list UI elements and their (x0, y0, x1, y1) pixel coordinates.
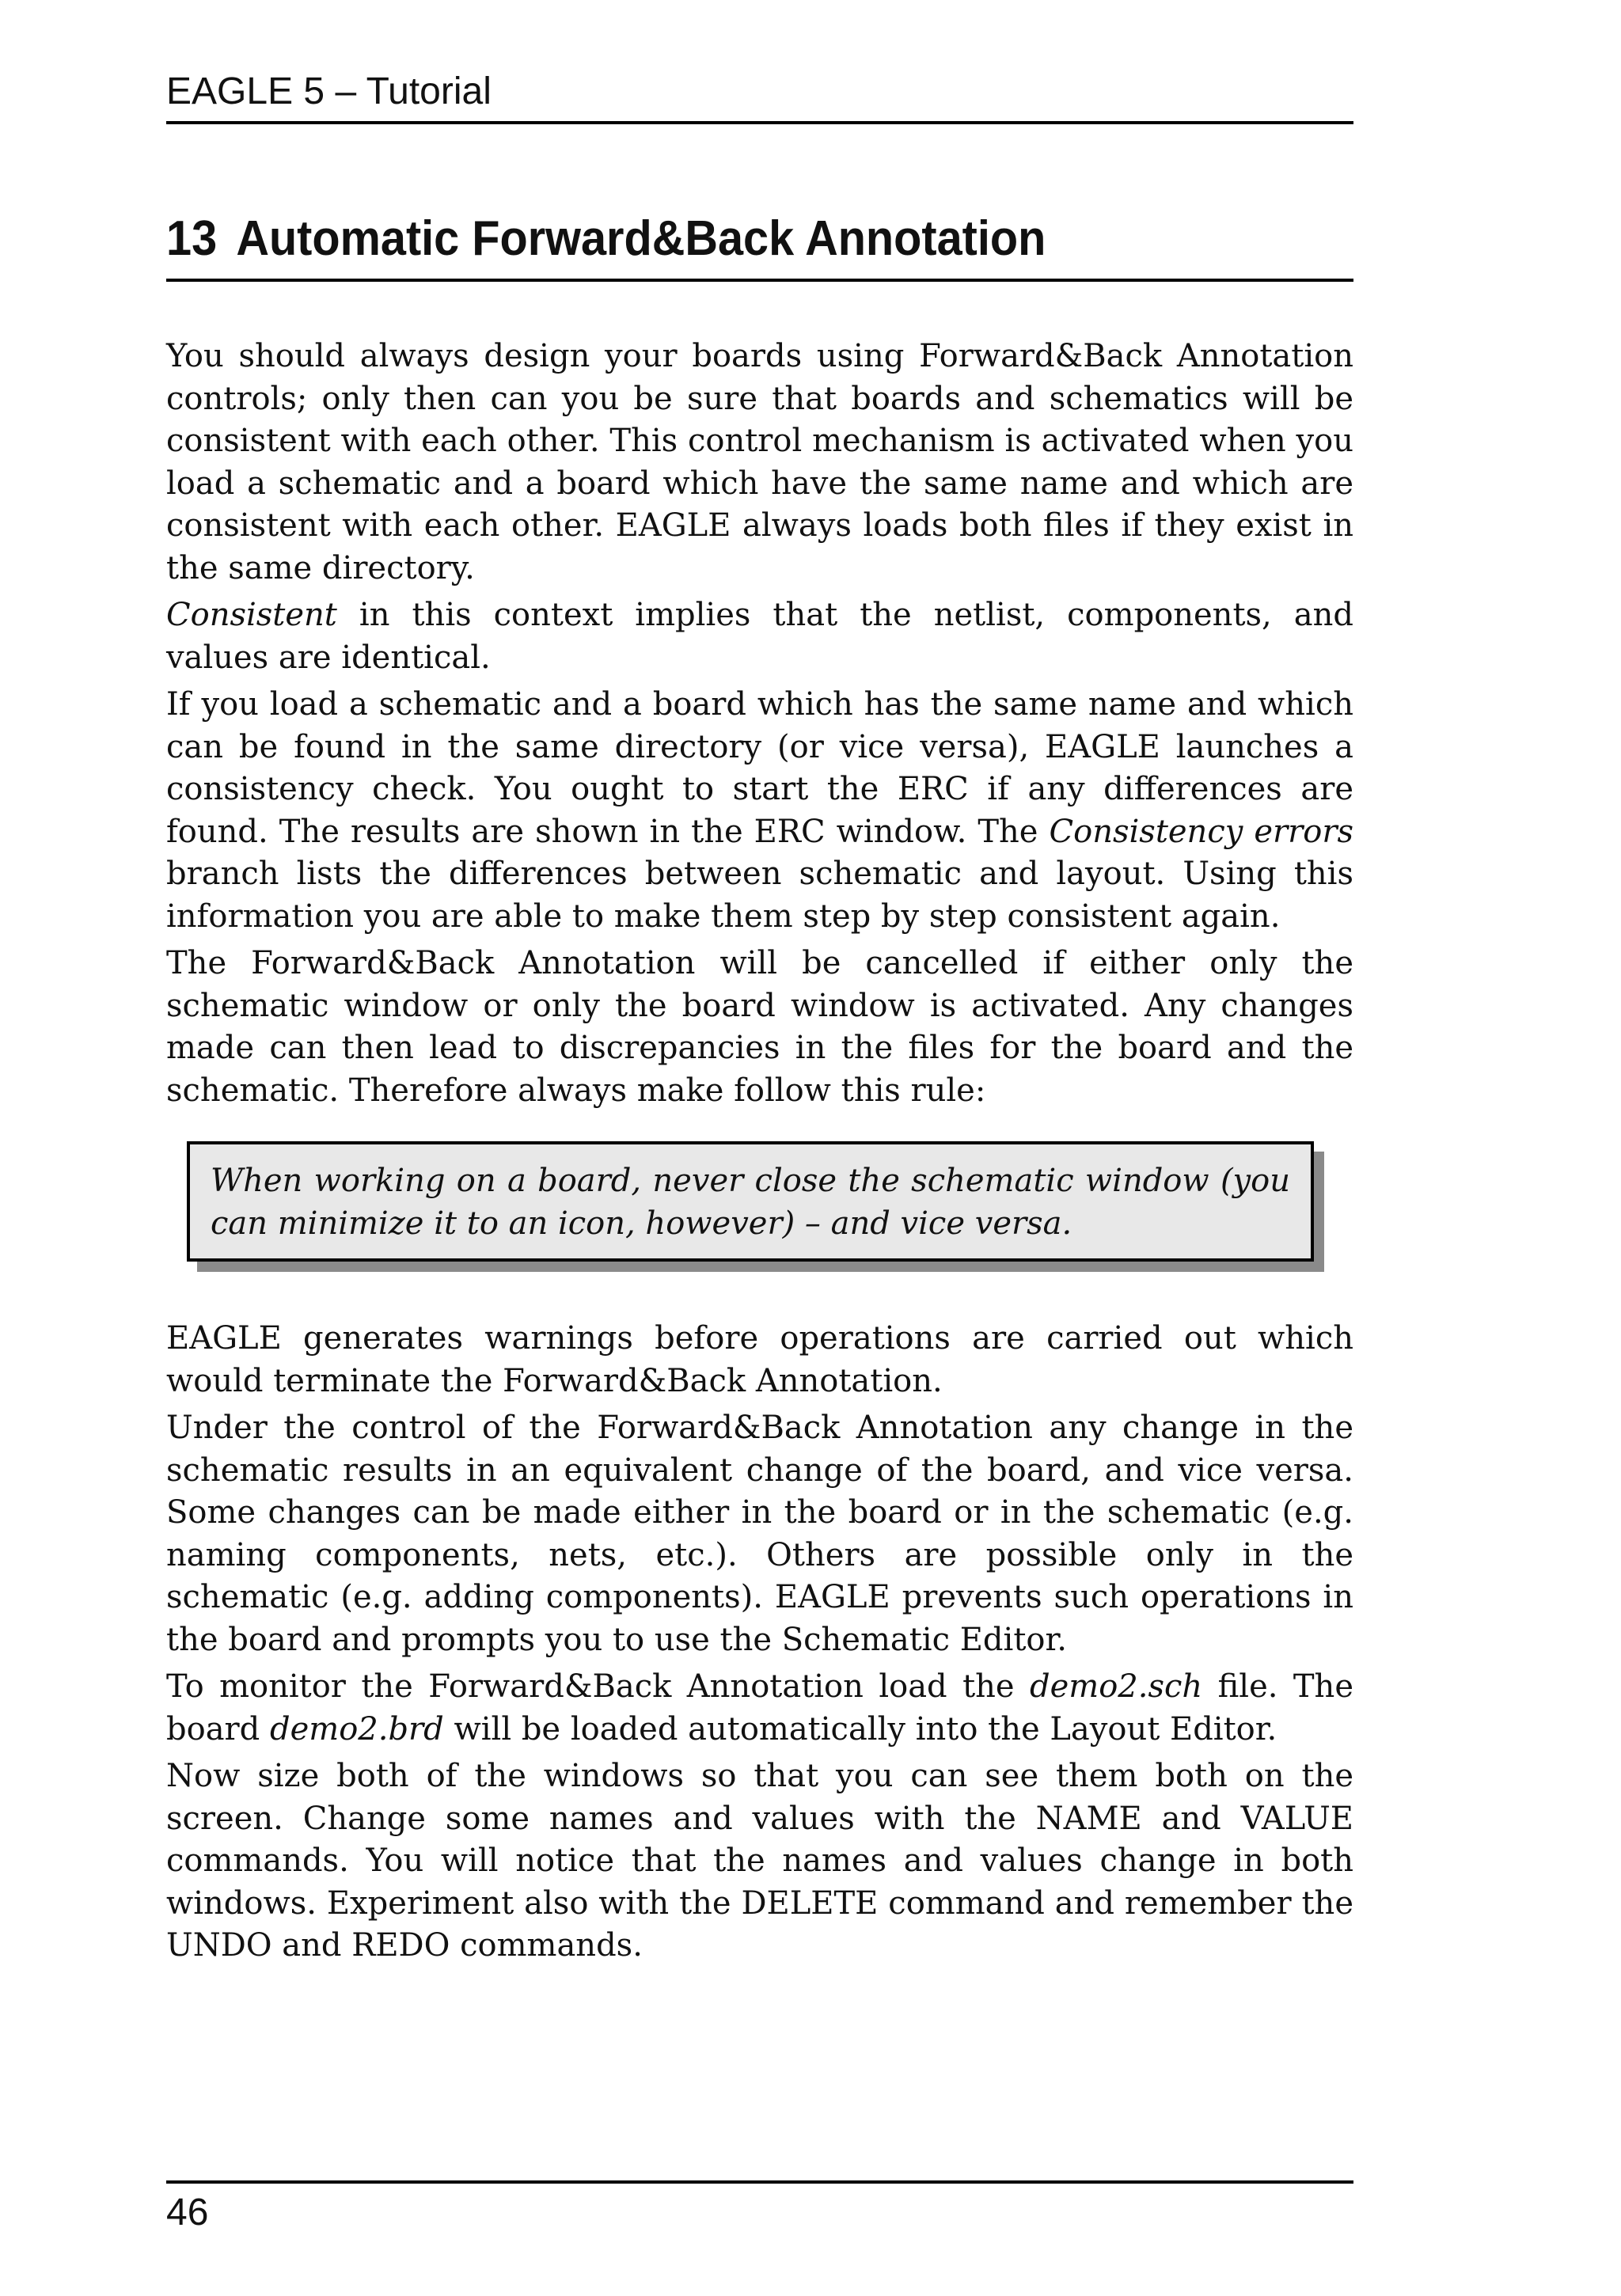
paragraph-experiment: Now size both of the windows so that you can see them both on the screen. Change some names and values with the NAME and VALUE commands. You will notice that the names and values change in both windows. Experiment also with the DELETE command and remember the UNDO and REDO commands. (166, 1758, 1353, 1964)
body-text-upper (166, 336, 1353, 1117)
title-rule (166, 279, 1353, 282)
filename-demo2-sch: demo2.sch (1030, 1668, 1203, 1705)
note-box: When working on a board, never close the schematic window (you can minimize it to an icon, however) – and vice versa. (187, 1141, 1314, 1262)
footer-rule (166, 2180, 1353, 2184)
paragraph-consistency-check-text-b: branch lists the differences between schematic and layout. Using this information you are able to make them step by step consistent again. (166, 856, 1353, 935)
paragraph-consistent-text: in this context implies that the netlist, components, and values are identical. (166, 597, 1353, 676)
filename-demo2-brd: demo2.brd (269, 1710, 444, 1748)
paragraph-control: Under the control of the Forward&Back Annotation any change in the schematic results in an equivalent change of the board, and vice versa. Some changes can be made either in the board or in the schematic (e.g. naming components, nets, etc.). Others are possible only in the schematic (e.g. adding components). EAGLE prevents such operations in the board and prompts you to use the Schematic Editor. (166, 1410, 1353, 1658)
paragraph-consistency-check-text-a: If you load a schematic and a board which has the same name and which can be found in the same directory (or vice versa), EAGLE launches a consistency check. You ought to start the ERC if any differences are found. The results are shown in the ERC window. The (166, 686, 1353, 850)
chapter-title (166, 207, 1046, 271)
paragraph-monitor-text-c: will be loaded automatically into the Layout Editor. (443, 1710, 1277, 1748)
paragraph-cancelled: The Forward&Back Annotation will be cancelled if either only the schematic window or only the board window is activated. Any changes made can then lead to discrepancies in the files for the board and the schematic. Therefore always make follow this rule: (166, 945, 1353, 1109)
rule-note (187, 1141, 1314, 1262)
paragraph-monitor-text-b: file. The board (166, 1668, 1353, 1748)
page-number: 46 (166, 2192, 209, 2233)
header-rule (166, 121, 1353, 124)
body-text-lower (166, 1318, 1353, 1972)
paragraph-consistency-check (166, 684, 1353, 938)
paragraph-monitor-text-a: To monitor the Forward&Back Annotation load the (166, 1668, 1031, 1705)
paragraph-monitor (166, 1666, 1353, 1751)
term-consistent: Consistent (166, 597, 337, 633)
running-header: EAGLE 5 – Tutorial (166, 70, 492, 112)
paragraph-intro: You should always design your boards using Forward&Back Annotation controls; only then can you be sure that boards and schematics will be consistent with each other. This control mechanism is activated when you load a schematic and a board which have the same name and which are consistent with each other. EAGLE always loads both files if they exist in the same directory. (166, 338, 1353, 586)
paragraph-consistent (166, 594, 1353, 679)
chapter-title-text: Automatic Forward&Back Annotation (236, 211, 1046, 266)
term-consistency-errors: Consistency errors (1049, 813, 1354, 850)
paragraph-warnings: EAGLE generates warnings before operations are carried out which would terminate the Forward&Back Annotation. (166, 1320, 1353, 1399)
chapter-number: 13 (166, 211, 218, 266)
